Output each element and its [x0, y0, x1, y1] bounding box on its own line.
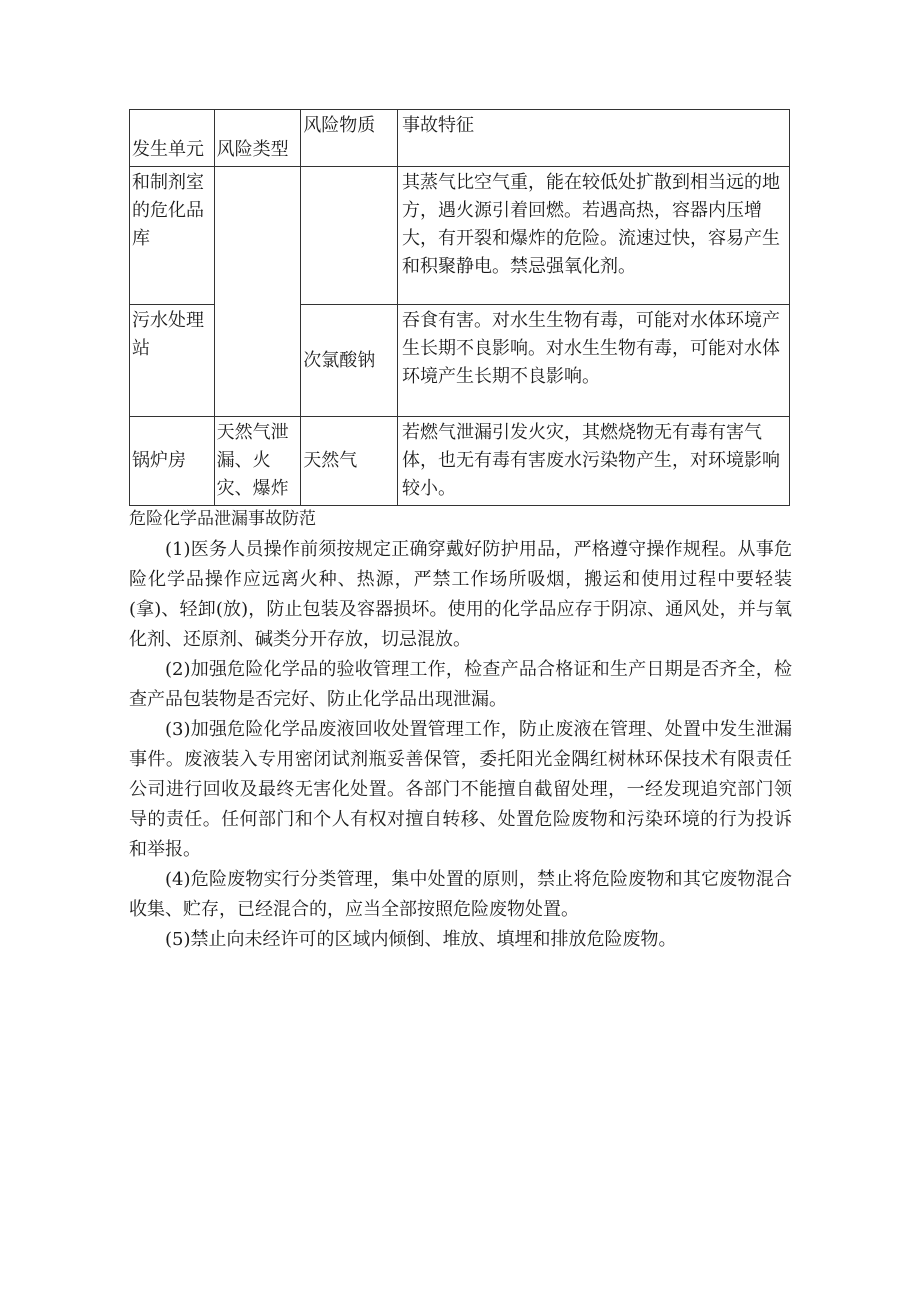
section-title: 危险化学品泄漏事故防范: [129, 509, 316, 529]
paragraph-1: (1)医务人员操作前须按规定正确穿戴好防护用品，严格遵守操作规程。从事危险化学品操作应远离火种、热源，严禁工作场所吸烟，搬运和使用过程中要轻装(拿)、轻卸(放)，防止包装及容器损坏。使用的化学品应存于阴凉、通风处，并与氧化剂、还原剂、碱类分开存放，切忌混放。: [129, 539, 792, 650]
table-row: [130, 167, 790, 305]
header-unit: 发生单元: [130, 110, 215, 167]
cell-type-merged: [214, 167, 301, 417]
table-header-row: [130, 110, 790, 167]
cell-unit: 和制剂室的危化品库: [130, 167, 215, 305]
header-feature: 事故特征: [398, 110, 790, 167]
cell-substance: [301, 167, 398, 305]
cell-unit: 污水处理站: [130, 305, 215, 417]
paragraph-2: (2)加强危险化学品的验收管理工作，检查产品合格证和生产日期是否齐全，检查产品包装物是否完好、防止化学品出现泄漏。: [129, 659, 792, 710]
cell-substance: 天然气: [301, 417, 398, 506]
cell-type: 天然气泄漏、火灾、爆炸: [214, 417, 301, 506]
header-type: 风险类型: [214, 110, 301, 167]
cell-substance: 次氯酸钠: [301, 305, 398, 417]
paragraph-3: (3)加强危险化学品废液回收处置管理工作，防止废液在管理、处置中发生泄漏事件。废液装入专用密闭试剂瓶妥善保管，委托阳光金隅红树林环保技术有限责任公司进行回收及最终无害化处置。各部门不能擅自截留处理，一经发现追究部门领导的责任。任何部门和个人有权对擅自转移、处置危险废物和污染环境的行为投诉和举报。: [129, 719, 792, 860]
paragraph-4: (4)危险废物实行分类管理，集中处置的原则，禁止将危险废物和其它废物混合收集、贮存，已经混合的，应当全部按照危险废物处置。: [129, 869, 792, 920]
section-body: [129, 535, 792, 955]
cell-feature: 若燃气泄漏引发火灾，其燃烧物无有毒有害气体，也无有毒有害废水污染物产生，对环境影响较小。: [398, 417, 790, 506]
header-substance: 风险物质: [301, 110, 398, 167]
cell-feature: 吞食有害。对水生生物有毒，可能对水体环境产生长期不良影响。对水生生物有毒，可能对水体环境产生长期不良影响。: [398, 305, 790, 417]
cell-feature: 其蒸气比空气重，能在较低处扩散到相当远的地方，遇火源引着回燃。若遇高热，容器内压增大，有开裂和爆炸的危险。流速过快，容易产生和积聚静电。禁忌强氧化剂。: [398, 167, 790, 305]
risk-table: [129, 109, 790, 506]
table-row: [130, 417, 790, 506]
cell-unit: 锅炉房: [130, 417, 215, 506]
paragraph-5: (5)禁止向未经许可的区域内倾倒、堆放、填埋和排放危险废物。: [165, 929, 677, 950]
